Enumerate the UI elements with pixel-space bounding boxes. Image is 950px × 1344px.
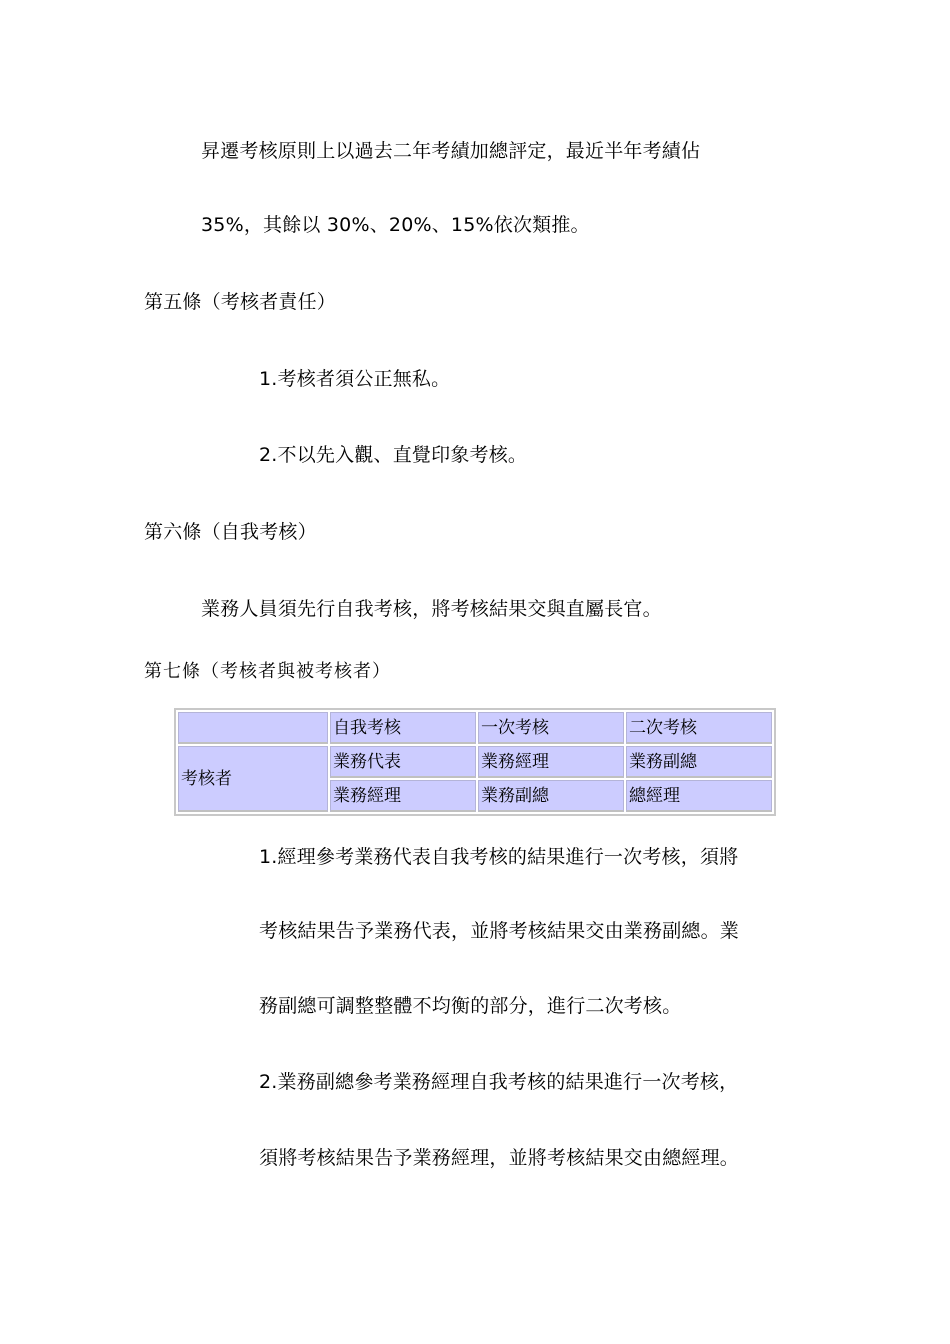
note-2-line-1: 2.業務副總參考業務經理自我考核的結果進行一次考核， (259, 1071, 739, 1093)
table-header-cell: 二次考核 (626, 712, 772, 744)
note-1-line-2: 考核結果告予業務代表，並將考核結果交由業務副總。業 (259, 920, 740, 942)
note-1-line-1: 1.經理參考業務代表自我考核的結果進行一次考核，須將 (259, 846, 739, 868)
article-7-heading: 第七條（考核者與被考核者） (144, 661, 391, 682)
table-header-row (178, 712, 772, 744)
note-1-line-3: 務副總可調整整體不均衡的部分，進行二次考核。 (259, 995, 682, 1017)
table-cell: 業務代表 (330, 746, 476, 778)
table-header-cell: 自我考核 (330, 712, 476, 744)
table-cell: 業務經理 (330, 780, 476, 812)
note-2-line-2: 須將考核結果告予業務經理，並將考核結果交由總經理。 (259, 1147, 740, 1169)
table-cell: 業務副總 (626, 746, 772, 778)
article-6-body: 業務人員須先行自我考核，將考核結果交與直屬長官。 (201, 598, 662, 620)
table-header-cell: 一次考核 (478, 712, 624, 744)
table-header-cell (178, 712, 328, 744)
table-cell: 業務經理 (478, 746, 624, 778)
reviewer-table (174, 708, 776, 816)
promotion-rule-line-1: 昇遷考核原則上以過去二年考績加總評定，最近半年考績佔 (201, 140, 701, 162)
article-6-heading: 第六條（自我考核） (144, 521, 317, 543)
table-row (178, 746, 772, 778)
reviewer-row-label: 考核者 (178, 746, 328, 812)
article-5-item-2: 2.不以先入觀、直覺印象考核。 (259, 444, 528, 466)
table-cell: 總經理 (626, 780, 772, 812)
promotion-rule-line-2: 35%，其餘以 30%、20%、15%依次類推。 (201, 214, 590, 236)
article-5-item-1: 1.考核者須公正無私。 (259, 368, 451, 390)
table-cell: 業務副總 (478, 780, 624, 812)
article-5-heading: 第五條（考核者責任） (144, 291, 337, 313)
